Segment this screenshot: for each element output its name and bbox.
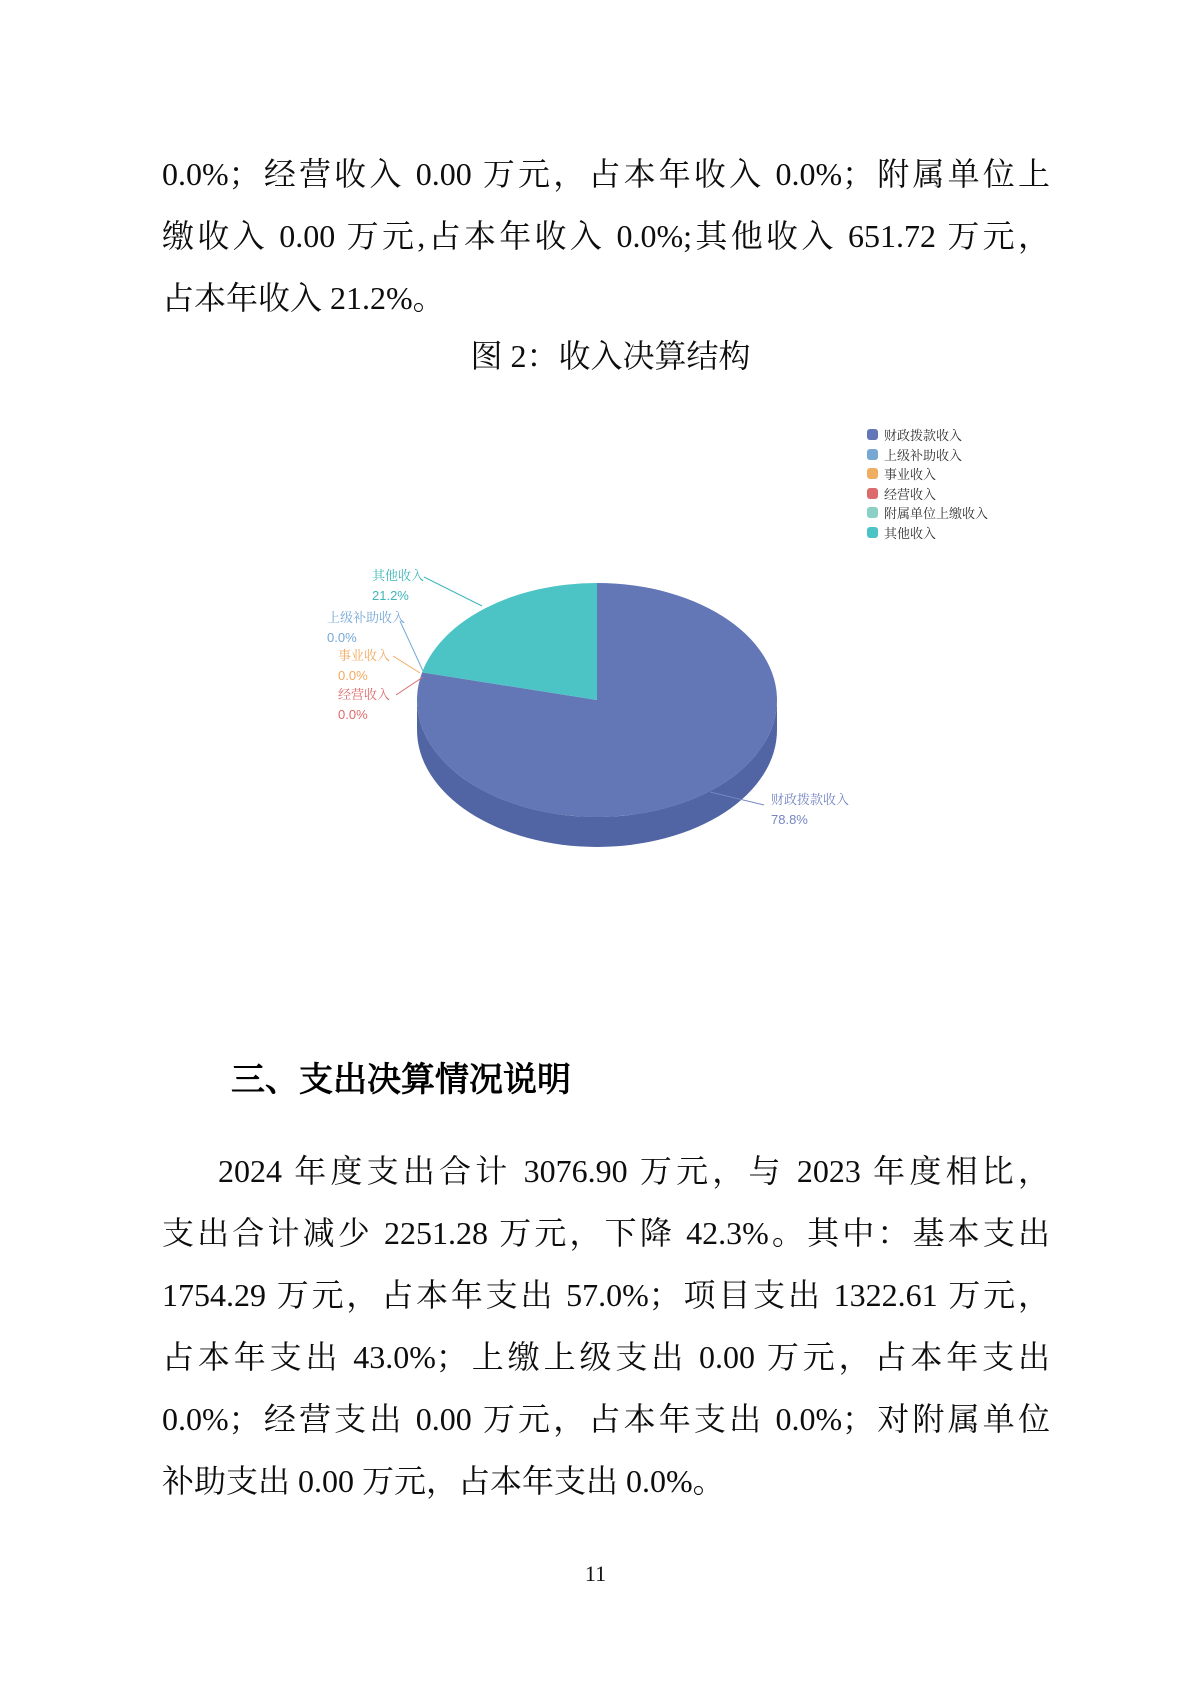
legend-label: 其他收入 [884, 525, 937, 541]
legend-item [867, 503, 988, 523]
legend-item [867, 445, 988, 465]
legend-marker-icon [867, 527, 878, 538]
paragraph-line: 缴收入 0.00 万元,占本年收入 0.0%;其他收入 651.72 万元， [162, 218, 1050, 254]
legend-marker-icon [867, 488, 878, 499]
expenditure-paragraph [162, 1140, 1050, 1512]
pie-leader-line [393, 656, 420, 673]
callout-category: 其他收入 [372, 568, 425, 583]
paragraph-line: 支出合计减少 2251.28 万元，下降 42.3%。其中：基本支出 [162, 1215, 1050, 1251]
paragraph-line: 0.0%；经营收入 0.00 万元，占本年收入 0.0%；附属单位上 [162, 156, 1050, 192]
pie-callout-label [372, 566, 424, 606]
page-number: 11 [584, 1561, 607, 1586]
legend-marker-icon [867, 429, 878, 440]
section-heading: 三、支出决算情况说明 [231, 1061, 571, 1099]
paragraph-line: 补助支出 0.00 万元，占本年支出 0.0%。 [162, 1463, 725, 1499]
legend-label: 经营收入 [884, 486, 937, 502]
pie-callout-label [338, 685, 390, 725]
pie-callout-label [327, 608, 405, 648]
callout-category: 经营收入 [338, 687, 391, 702]
pie-3d-canvas [0, 370, 1191, 890]
legend-label: 附属单位上缴收入 [884, 506, 989, 522]
paragraph-line: 0.0%；经营支出 0.00 万元，占本年支出 0.0%；对附属单位 [162, 1401, 1050, 1437]
legend-label: 上级补助收入 [884, 447, 963, 463]
callout-percent: 0.0% [338, 668, 368, 683]
paragraph-line: 占本年支出 43.0%；上缴上级支出 0.00 万元，占本年支出 [162, 1339, 1050, 1375]
legend-marker-icon [867, 507, 878, 518]
callout-category: 财政拨款收入 [771, 792, 850, 807]
legend-label: 事业收入 [884, 467, 937, 483]
income-pie-chart [0, 370, 1191, 890]
figure-caption: 图 2：收入决算结构 [470, 338, 751, 374]
callout-category: 上级补助收入 [327, 610, 406, 625]
pie-leader-line [424, 577, 482, 606]
callout-percent: 0.0% [338, 707, 368, 722]
legend-item [867, 425, 988, 445]
legend-item [867, 484, 988, 504]
legend-label: 财政拨款收入 [884, 428, 963, 444]
chart-legend [867, 425, 988, 542]
income-paragraph [162, 143, 1050, 329]
callout-category: 事业收入 [338, 648, 391, 663]
callout-percent: 78.8% [771, 812, 808, 827]
legend-item [867, 464, 988, 484]
legend-item [867, 523, 988, 543]
pie-callout-label [771, 790, 849, 830]
callout-percent: 21.2% [372, 588, 409, 603]
pie-callout-label [338, 646, 390, 686]
callout-percent: 0.0% [327, 630, 357, 645]
legend-marker-icon [867, 468, 878, 479]
paragraph-line: 1754.29 万元，占本年支出 57.0%；项目支出 1322.61 万元， [162, 1277, 1050, 1313]
paragraph-line: 2024 年度支出合计 3076.90 万元，与 2023 年度相比， [218, 1153, 1050, 1189]
legend-marker-icon [867, 449, 878, 460]
paragraph-line: 占本年收入 21.2%。 [162, 280, 445, 316]
